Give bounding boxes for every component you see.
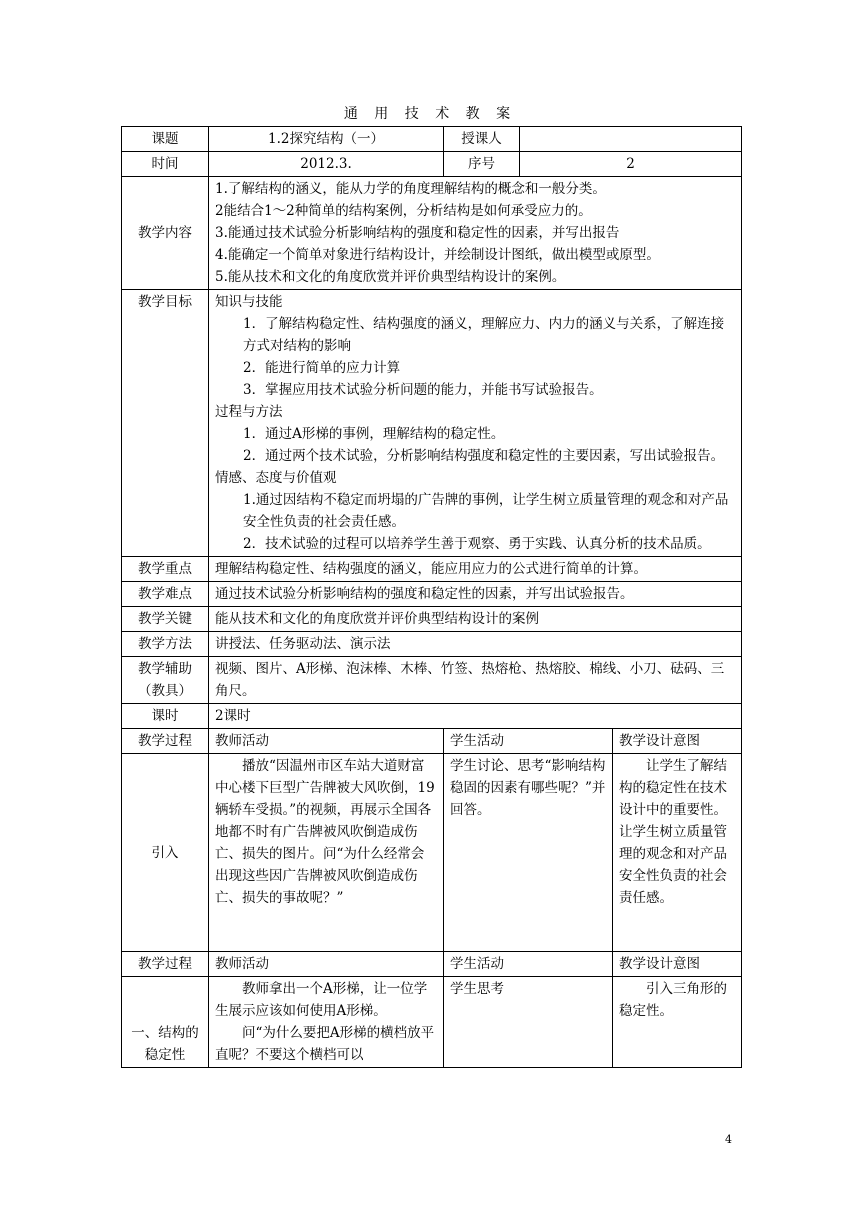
process-col-intent: 教学设计意图 [613, 729, 742, 754]
time-value: 2012.3. [209, 152, 444, 177]
goals-item: 3．掌握应用技术试验分析问题的能力，并能书写试验报告。 [243, 382, 603, 398]
teacher-value [520, 127, 742, 152]
section1-teacher-text: 教师拿出一个A形梯，让一位学生展示应该如何使用A形梯。 [215, 981, 428, 1019]
goals-section-title: 过程与方法 [215, 404, 283, 420]
section1-intent [613, 977, 742, 1068]
method-label: 教学方法 [122, 632, 209, 657]
goals-item: 2．技术试验的过程可以培养学生善于观察、勇于实践、认真分析的技术品质。 [243, 536, 711, 552]
difficulty-value: 通过技术试验分析影响结构的强度和稳定性的因素，并写出试验报告。 [209, 582, 742, 607]
content-line: 2能结合1～2种简单的结构案例，分析结构是如何承受应力的。 [215, 203, 592, 219]
topic-label: 课题 [122, 127, 209, 152]
process-col-phase: 教学过程 [122, 729, 209, 754]
row-section1 [122, 977, 742, 1068]
row-time [122, 152, 742, 177]
intro-student-text: 学生讨论、思考“影响结构稳固的因素有哪些呢？”并回答。 [450, 758, 606, 818]
content-line: 4.能确定一个简单对象进行结构设计，并绘制设计图纸，做出模型或原型。 [215, 247, 660, 263]
content-line: 3.能通过技术试验分析影响结构的强度和稳定性的因素，并写出报告 [215, 225, 620, 241]
row-content [122, 177, 742, 290]
content-label: 教学内容 [122, 177, 209, 290]
hours-label: 课时 [122, 704, 209, 729]
section1-teacher-text: 问“为什么要把A形梯的横档放平直呢？不要这个横档可以 [215, 1025, 435, 1063]
goals-cell [209, 290, 742, 557]
goals-item: 2．通过两个技术试验，分析影响结构强度和稳定性的主要因素，写出试验报告。 [243, 448, 725, 464]
row-method [122, 632, 742, 657]
key-value: 能从技术和文化的角度欣赏并评价典型结构设计的案例 [209, 607, 742, 632]
content-line: 1.了解结构的涵义，能从力学的角度理解结构的概念和一般分类。 [215, 181, 606, 197]
seq-value: 2 [520, 152, 742, 177]
row-intro [122, 754, 742, 952]
section1-intent-text: 引入三角形的稳定性。 [619, 981, 727, 1019]
intro-teacher-text: 播放“因温州市区车站大道财富中心楼下巨型广告牌被大风吹倒，19辆轿车受损。”的视频，再展示全国各地都不时有广告牌被风吹倒造成伤亡、损失的图片。问“为什么经常会出现这些因广告牌被风吹倒造成伤亡、损失的事故呢？” [215, 758, 435, 906]
page-number: 4 [725, 1133, 732, 1146]
row-goals [122, 290, 742, 557]
process-col-student: 学生活动 [444, 952, 613, 977]
row-hours [122, 704, 742, 729]
intro-intent [613, 754, 742, 952]
key-point-value: 理解结构稳定性、结构强度的涵义，能应用应力的公式进行简单的计算。 [209, 557, 742, 582]
intro-teacher [209, 754, 444, 952]
goals-item: 1.通过因结构不稳定而坍塌的广告牌的事例，让学生树立质量管理的观念和对产品安全性负责的社会责任感。 [243, 492, 729, 530]
aids-value: 视频、图片、A形梯、泡沫棒、木棒、竹签、热熔枪、热熔胶、棉线、小刀、砝码、三角尺。 [209, 657, 742, 704]
row-topic [122, 127, 742, 152]
intro-intent-text: 让学生了解结构的稳定性在技术设计中的重要性。 [619, 758, 727, 818]
difficulty-label: 教学难点 [122, 582, 209, 607]
section1-teacher [209, 977, 444, 1068]
intro-intent-text: 让学生树立质量管理的观念和对产品安全性负责的社会责任感。 [619, 824, 727, 906]
time-label: 时间 [122, 152, 209, 177]
process-col-phase: 教学过程 [122, 952, 209, 977]
key-point-label: 教学重点 [122, 557, 209, 582]
goals-item: 1．了解结构稳定性、结构强度的涵义，理解应力、内力的涵义与关系，了解连接方式对结构的影响 [243, 316, 725, 354]
row-key-point [122, 557, 742, 582]
goals-section-title: 知识与技能 [215, 294, 283, 310]
row-aids [122, 657, 742, 704]
goals-section-title: 情感、态度与价值观 [215, 470, 337, 486]
intro-student [444, 754, 613, 952]
row-key [122, 607, 742, 632]
process-col-teacher: 教师活动 [209, 729, 444, 754]
content-cell [209, 177, 742, 290]
goals-item: 2．能进行简单的应力计算 [243, 360, 401, 376]
seq-label: 序号 [444, 152, 520, 177]
aids-label: 教学辅助（教具） [122, 657, 209, 704]
content-line: 5.能从技术和文化的角度欣赏并评价典型结构设计的案例。 [215, 269, 566, 285]
method-value: 讲授法、任务驱动法、演示法 [209, 632, 742, 657]
lesson-plan-table [121, 126, 742, 1068]
goals-item: 1．通过A形梯的事例，理解结构的稳定性。 [243, 426, 505, 442]
section1-label: 一、结构的稳定性 [122, 977, 209, 1068]
section1-student: 学生思考 [444, 977, 613, 1068]
key-label: 教学关键 [122, 607, 209, 632]
hours-value: 2课时 [209, 704, 742, 729]
process-col-intent: 教学设计意图 [613, 952, 742, 977]
goals-label: 教学目标 [122, 290, 209, 557]
topic-value: 1.2探究结构（一） [209, 127, 444, 152]
process-header-row [122, 952, 742, 977]
document-title: 通 用 技 术 教 案 [343, 106, 517, 122]
process-col-teacher: 教师活动 [209, 952, 444, 977]
intro-label: 引入 [122, 754, 209, 952]
teacher-label: 授课人 [444, 127, 520, 152]
process-col-student: 学生活动 [444, 729, 613, 754]
process-header-row [122, 729, 742, 754]
row-difficulty [122, 582, 742, 607]
